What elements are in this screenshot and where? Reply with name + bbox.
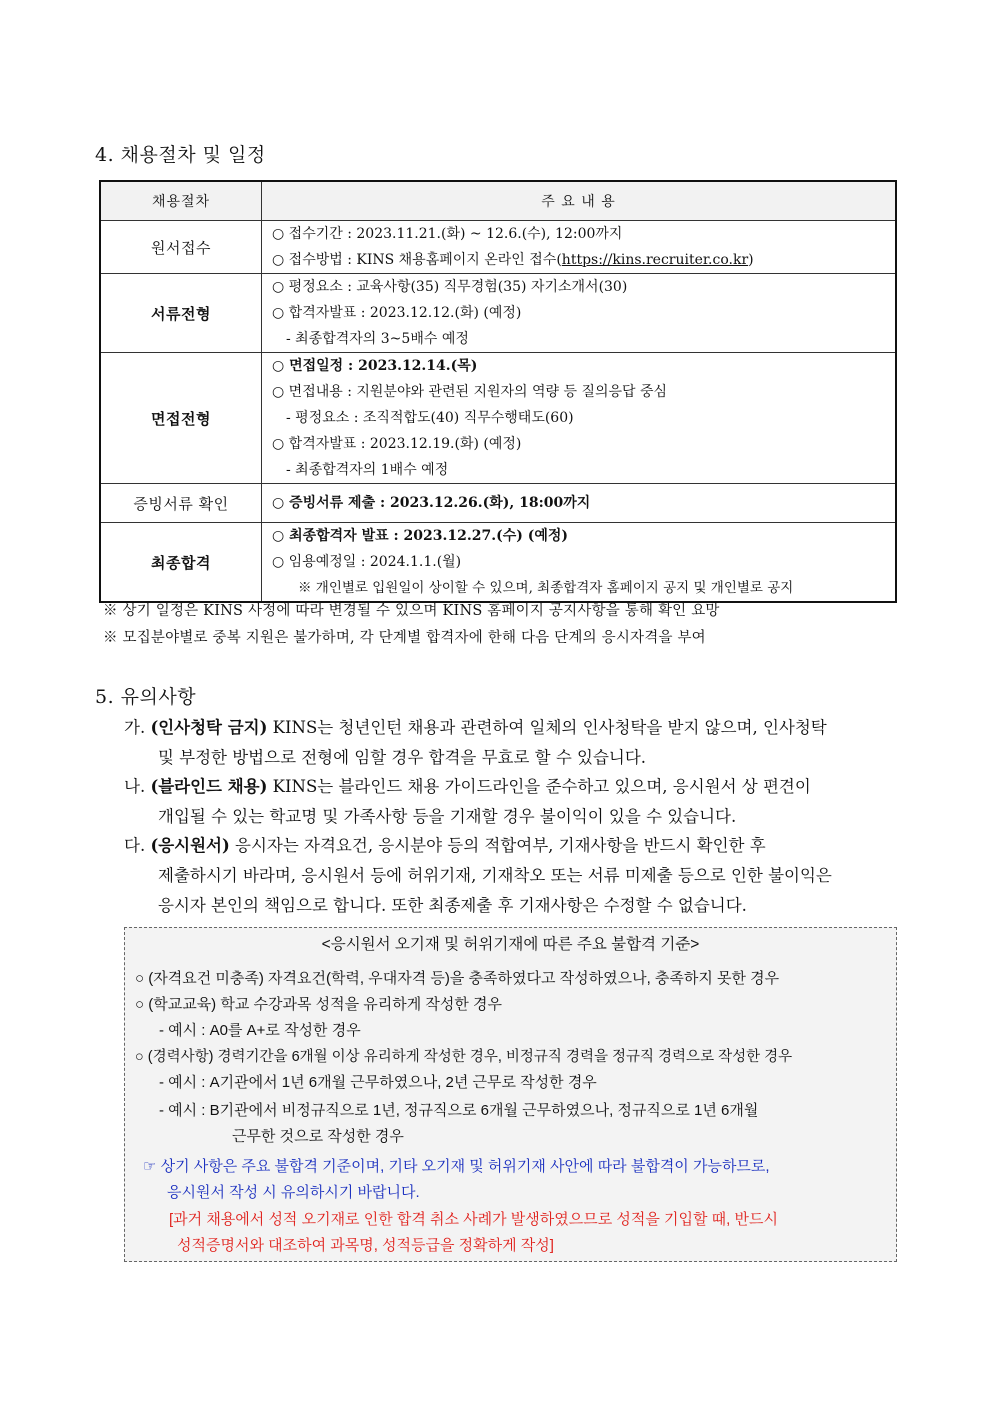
section-4-title: 4. 채용절차 및 일정 (95, 144, 266, 166)
caution-line (124, 831, 914, 861)
table-row (100, 484, 896, 523)
criteria-line: ○ (학교교육) 학교 수강과목 성적을 유리하게 작성한 경우 (135, 996, 503, 1013)
caution-line: 제출하시기 바라며, 응시원서 등에 허위기재, 기재착오 또는 서류 미제출 등으로 인한 불이익은 (158, 866, 832, 885)
content-line: - 평정요소 : 조직적합도(40) 직무수행태도(60) (286, 410, 574, 426)
schedule-note: ※ 상기 일정은 KINS 사정에 따라 변경될 수 있으며 KINS 홈페이지 공지사항을 통해 확인 요망 (103, 603, 720, 619)
caution-heading: (인사청탁 금지) (150, 718, 268, 737)
header-step: 채용절차 (100, 181, 262, 221)
criteria-line: ○ (자격요건 미충족) 자격요건(학력, 우대자격 등)을 충족하였다고 작성하였으나, 충족하지 못한 경우 (135, 970, 780, 987)
caution-line: 응시자 본인의 책임으로 합니다. 또한 최종제출 후 기재사항은 수정할 수 없습니다. (158, 896, 747, 915)
schedule-table (99, 180, 897, 603)
content-line: ○ 증빙서류 제출 : 2023.12.26.(화), 18:00까지 (272, 495, 591, 511)
content-line: - 최종합격자의 1배수 예정 (286, 462, 449, 478)
step-cell: 면접전형 (100, 353, 262, 484)
content-line: ○ 임용예정일 : 2024.1.1.(월) (272, 554, 462, 570)
content-line: ※ 개인별로 입원일이 상이할 수 있으며, 최종합격자 홈페이지 공지 및 개인별로 공지 (298, 580, 794, 596)
table-row (100, 523, 896, 603)
caution-text: KINS는 청년인턴 채용과 관련하여 일체의 인사청탁을 받지 않으며, 인사청탁 (267, 718, 827, 737)
caution-item (124, 772, 914, 832)
header-content: 주 요 내 용 (262, 181, 897, 221)
schedule-note: ※ 모집분야별로 중복 지원은 불가하며, 각 단계별 합격자에 한해 다음 단계의 응시자격을 부여 (103, 630, 706, 646)
content-cell (262, 274, 897, 353)
table-header-row (100, 181, 896, 221)
content-cell (262, 353, 897, 484)
content-line: ○ 합격자발표 : 2023.12.12.(화) (예정) (272, 305, 522, 321)
caution-line: 및 부정한 방법으로 전형에 임할 경우 합격을 무효로 할 수 있습니다. (158, 748, 647, 767)
content-line: - 최종합격자의 3~5배수 예정 (286, 331, 469, 347)
blue-note: ☞ 상기 사항은 주요 불합격 기준이며, 기타 오기재 및 허위기재 사안에 따라 불합격이 가능하므로, (143, 1158, 770, 1175)
recruit-site-link[interactable]: https://kins.recruiter.co.kr (561, 252, 749, 268)
content-line: ○ 최종합격자 발표 : 2023.12.27.(수) (예정) (272, 528, 569, 544)
section-5-title: 5. 유의사항 (95, 686, 197, 708)
content-line: ○ 면접내용 : 지원분야와 관련된 지원자의 역량 등 질의응답 중심 (272, 384, 668, 400)
content-cell (262, 221, 897, 274)
content-line: ○ 면접일정 : 2023.12.14.(목) (272, 358, 478, 374)
criteria-example: - 예시 : A기관에서 1년 6개월 근무하였으나, 2년 근무로 작성한 경우 (159, 1074, 597, 1091)
content-text: ○ 접수방법 : KINS 채용홈페이지 온라인 접수( (272, 252, 562, 268)
table-row (100, 274, 896, 353)
content-text: ) (748, 252, 754, 268)
caution-item (124, 831, 914, 921)
caution-line (124, 713, 914, 743)
caution-text: 응시자는 자격요건, 응시분야 등의 적합여부, 기재사항을 반드시 확인한 후 (229, 836, 766, 855)
step-cell: 원서접수 (100, 221, 262, 274)
table-row (100, 221, 896, 274)
caution-text: KINS는 블라인드 채용 가이드라인을 준수하고 있으며, 응시원서 상 편견이 (267, 777, 811, 796)
caution-marker: 나. (124, 777, 146, 796)
criteria-line: ○ (경력사항) 경력기간을 6개월 이상 유리하게 작성한 경우, 비정규직 경력을 정규직 경력으로 작성한 경우 (135, 1049, 793, 1065)
table-row (100, 353, 896, 484)
caution-heading: (응시원서) (150, 836, 230, 855)
content-line (272, 247, 895, 273)
step-cell: 최종합격 (100, 523, 262, 603)
criteria-example: - 예시 : B기관에서 비정규직으로 1년, 정규직으로 6개월 근무하였으나, 정규직으로 1년 6개월 (159, 1102, 759, 1119)
criteria-example: - 예시 : A0를 A+로 작성한 경우 (159, 1022, 361, 1039)
content-line: ○ 접수기간 : 2023.11.21.(화) ~ 12.6.(수), 12:00까지 (272, 226, 623, 242)
disqualification-criteria-box (124, 927, 897, 1262)
red-note: 성적증명서와 대조하여 과목명, 성적등급을 정확하게 작성] (177, 1237, 554, 1254)
content-cell (262, 523, 897, 603)
box-title: <응시원서 오기재 및 허위기재에 따른 주요 불합격 기준> (321, 936, 700, 953)
criteria-example: 근무한 것으로 작성한 경우 (232, 1128, 404, 1145)
caution-line: 개입될 수 있는 학교명 및 가족사항 등을 기재할 경우 불이익이 있을 수 있습니다. (158, 807, 737, 826)
caution-marker: 다. (124, 836, 146, 855)
caution-marker: 가. (124, 718, 146, 737)
caution-line (124, 772, 914, 802)
step-cell: 증빙서류 확인 (100, 484, 262, 523)
content-cell (262, 484, 897, 523)
red-note: [과거 채용에서 성적 오기재로 인한 합격 취소 사례가 발생하였으므로 성적을 기입할 때, 반드시 (169, 1211, 778, 1228)
content-line: ○ 평정요소 : 교육사항(35) 직무경험(35) 자기소개서(30) (272, 279, 628, 295)
caution-item (124, 713, 914, 773)
blue-note: 응시원서 작성 시 유의하시기 바랍니다. (167, 1184, 420, 1201)
content-line: ○ 합격자발표 : 2023.12.19.(화) (예정) (272, 436, 522, 452)
caution-heading: (블라인드 채용) (150, 777, 268, 796)
step-cell: 서류전형 (100, 274, 262, 353)
